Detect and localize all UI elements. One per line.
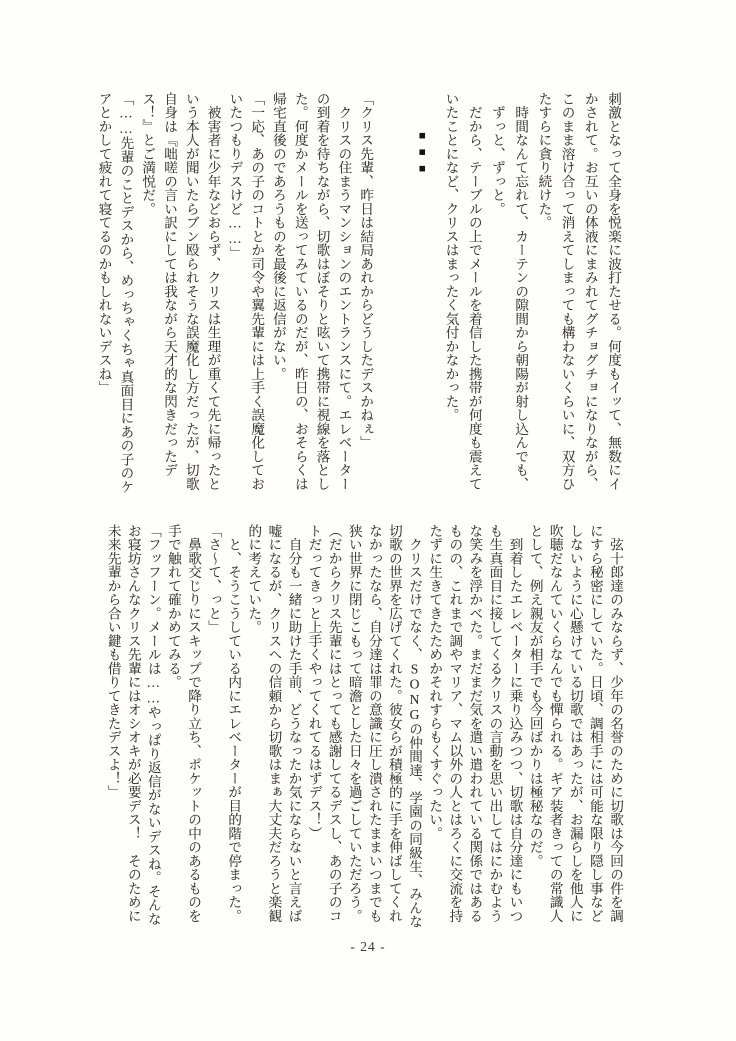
text-column: ものの、これまで調やマリア、マム以外の人とはろくに交流を持	[447, 524, 463, 923]
text-column: も生真面目に接してくるクリスの言動を思い出してはにかむよう	[487, 524, 503, 923]
text-column: しないように心懸けている切歌ではあったが、お漏らしを他人に	[567, 524, 583, 923]
text-column: 自身は『咄嗟の言い訳にしては我ながら天才的な閃きだったデ	[162, 92, 177, 477]
text-column: な笑みを浮かべた。まだまだ気を遣い遣われている関係ではある	[467, 524, 483, 923]
text-column: クリスの住まうマンションのエントランスにて。エレベーター	[336, 92, 352, 491]
text-column: 手で触れて確かめてみる。	[165, 524, 181, 689]
text-column: このまま溶け合って消えてしまっても構わないくらいに、双方ひ	[559, 92, 575, 491]
text-column: 「クリス先輩、昨日は結局あれからどうしたデスかねぇ」	[358, 92, 374, 450]
text-column: にすら秘密にしていた。日頃、調相手には可能な限り隠し事など	[587, 524, 603, 923]
text-column: た。何度かメールを送ってみているのだが、昨日の、おそらくは	[292, 92, 308, 491]
text-column: お寝坊さんなクリス先輩にはオシオキが必要デス！ そのために	[125, 524, 141, 923]
text-column: 「……先輩のことデスから、めっちゃくちゃ真面目にあの子のケ	[118, 92, 134, 494]
text-column: だから、テーブルの上でメールを着信した携帯が何度も震えて	[466, 92, 482, 491]
text-column: 到着したエレベーターに乗り込みつつ、切歌は自分達にもいつ	[507, 524, 523, 923]
text-column: 吹聴だなんていくらなんでも憚られる。ギア装者きっての常識人	[547, 524, 563, 923]
text-column: いたつもりデスけど……」	[227, 92, 243, 260]
text-column: たすらに貪り続けた。	[536, 92, 552, 230]
text-column: 嘘になるが、クリスへの信頼から切歌はまぁ大丈夫だろうと楽観	[266, 524, 282, 923]
text-column: ずっと、ずっと。	[489, 92, 505, 216]
text-column: 鼻歌交じりにスキップで降り立ち、ポケットの中のあるものを	[186, 524, 202, 923]
text-column: いたことになど、クリスはまったく気付かなかった。	[443, 92, 459, 422]
text-column: 「一応、あの子のコトとか司令や翼先輩には上手く誤魔化してお	[249, 92, 265, 491]
text-column: 弦十郎達のみならず、少年の名誉のために切歌は今回の件を調	[608, 524, 623, 923]
text-band-bottom	[103, 524, 625, 927]
text-column: 的に考えていた。	[246, 524, 262, 634]
text-column: たずに生きてきたためかそれすらもくすぐったい。	[427, 524, 443, 841]
text-column: 狭い世界に閉じこもって暗澹とした日々を過ごしていただろう。	[346, 524, 362, 923]
scene-break-marker: ■■■	[416, 130, 429, 180]
text-column: なかったなら、自分達は罪の意識に圧し潰されたままいつまでも	[366, 524, 382, 923]
text-column: かされて。お互いの体液にまみれてグチョグチョになりながら、	[582, 92, 598, 491]
page-number: - 24 -	[350, 939, 386, 954]
text-column: （だからクリス先輩にはとっても感謝してるデスし、あの子のコ	[326, 524, 342, 923]
text-column: 帰宅直後のであろうものを最後に返信がない。	[270, 92, 286, 381]
text-column: として、例え親友が相手でも今回ばかりは極秘なのだ。	[527, 524, 543, 868]
text-column: 自分も一緒に助けた手前、どうなったか気にならないと言えば	[286, 524, 302, 923]
text-column: トだってきっと上手くやってくれてるはずデス！）	[306, 524, 322, 841]
text-column: アとかして疲れて寝てるのかもしれないデスね」	[96, 92, 112, 395]
text-column: 「さ〜て、っと」	[206, 524, 222, 634]
text-column: 時間なんて忘れて、カーテンの隙間から朝陽が射し込んでも、	[513, 92, 529, 491]
text-column: 未来先輩から合い鍵も借りてきたデスよ！」	[105, 524, 121, 799]
text-column: クリスだけでなく、SONGの仲間達、学園の同級生、みんな	[407, 524, 423, 929]
text-column: いう本人が聞いたらブン殴られそうな誤魔化し方だったが、切歌	[183, 92, 199, 491]
text-band-top	[93, 92, 625, 495]
text-column: の到着を待ちながら、切歌はぼそりと呟いて携帯に視線を落とし	[314, 92, 330, 491]
text-column: 切歌の世界を広げてくれた。彼女らが積極的に手を伸ばしてくれ	[386, 524, 402, 923]
text-column: ス！』とご満悦だ。	[140, 92, 156, 216]
text-column: 刺激となって全身を悦楽に波打たせる。何度もイッて、無数にイ	[606, 92, 621, 491]
text-column: 「フッフーン。メールは……やっぱり返信がないデスね。そんな	[145, 524, 161, 926]
text-column: 被害者に少年などおらず、クリスは生理が重くて先に帰ったと	[205, 92, 221, 491]
text-column: と、そうこうしている内にエレベーターが目的階で停まった。	[226, 524, 242, 923]
